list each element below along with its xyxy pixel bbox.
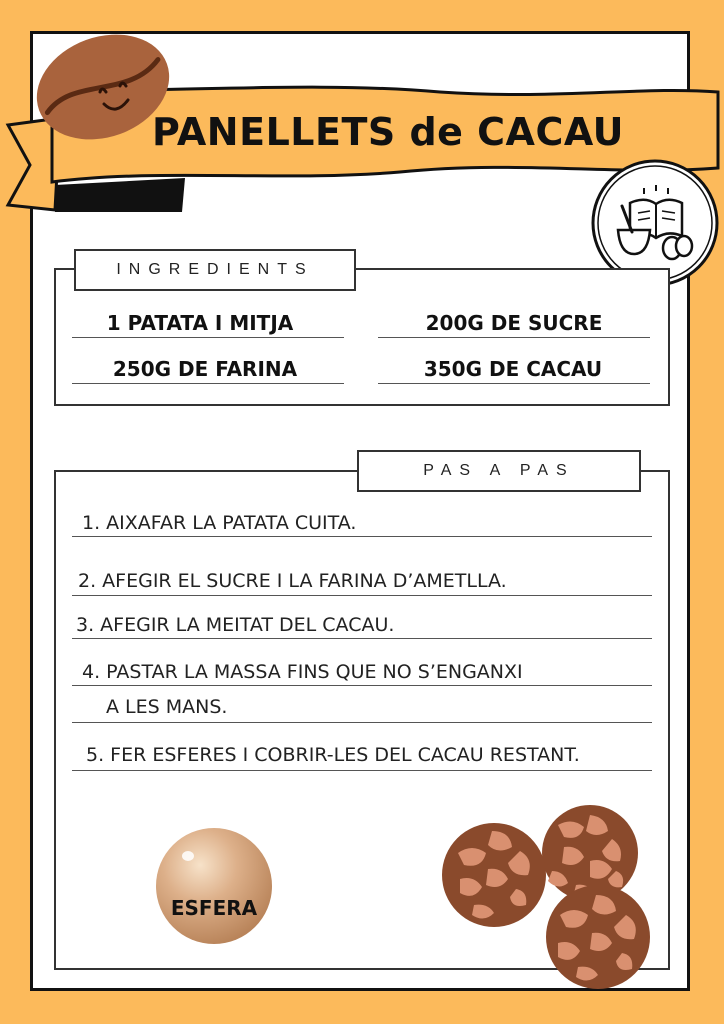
step-underline [72,638,652,639]
ingredient-underline [378,337,650,338]
step-item: 4. PASTAR LA MASSA FINS QUE NO S’ENGANXI [82,661,523,683]
ingredient-underline [72,383,344,384]
sphere-icon [150,822,278,950]
step-underline [72,536,652,537]
step-item: 5. FER ESFERES I COBRIR-LES DEL CACAU RESTANT. [86,744,580,766]
ingredient-item: 1 PATATA I MITJA [106,311,294,335]
step-item: 3. AFEGIR LA MEITAT DEL CACAU. [76,614,395,636]
step-underline [72,595,652,596]
sphere-label: ESFERA [170,896,258,920]
step-item: 2. AFEGIR EL SUCRE I LA FARINA D’AMETLLA. [78,570,507,592]
step-item: A LES MANS. [106,696,228,718]
step-underline [72,722,652,723]
step-underline [72,770,652,771]
ingredient-underline [72,337,344,338]
ingredients-heading: INGREDIENTS [74,249,356,291]
ingredient-item: 200G DE SUCRE [425,311,603,335]
steps-heading: PAS A PAS [357,450,641,492]
ingredient-underline [378,383,650,384]
step-item: 1. AIXAFAR LA PATATA CUITA. [82,512,357,534]
panellets-icon [440,805,670,995]
ingredient-item: 250G DE FARINA [112,357,298,381]
ingredient-item: 350G DE CACAU [423,357,603,381]
page-title: PANELLETS de CACAU [152,110,624,154]
step-underline [72,685,652,686]
